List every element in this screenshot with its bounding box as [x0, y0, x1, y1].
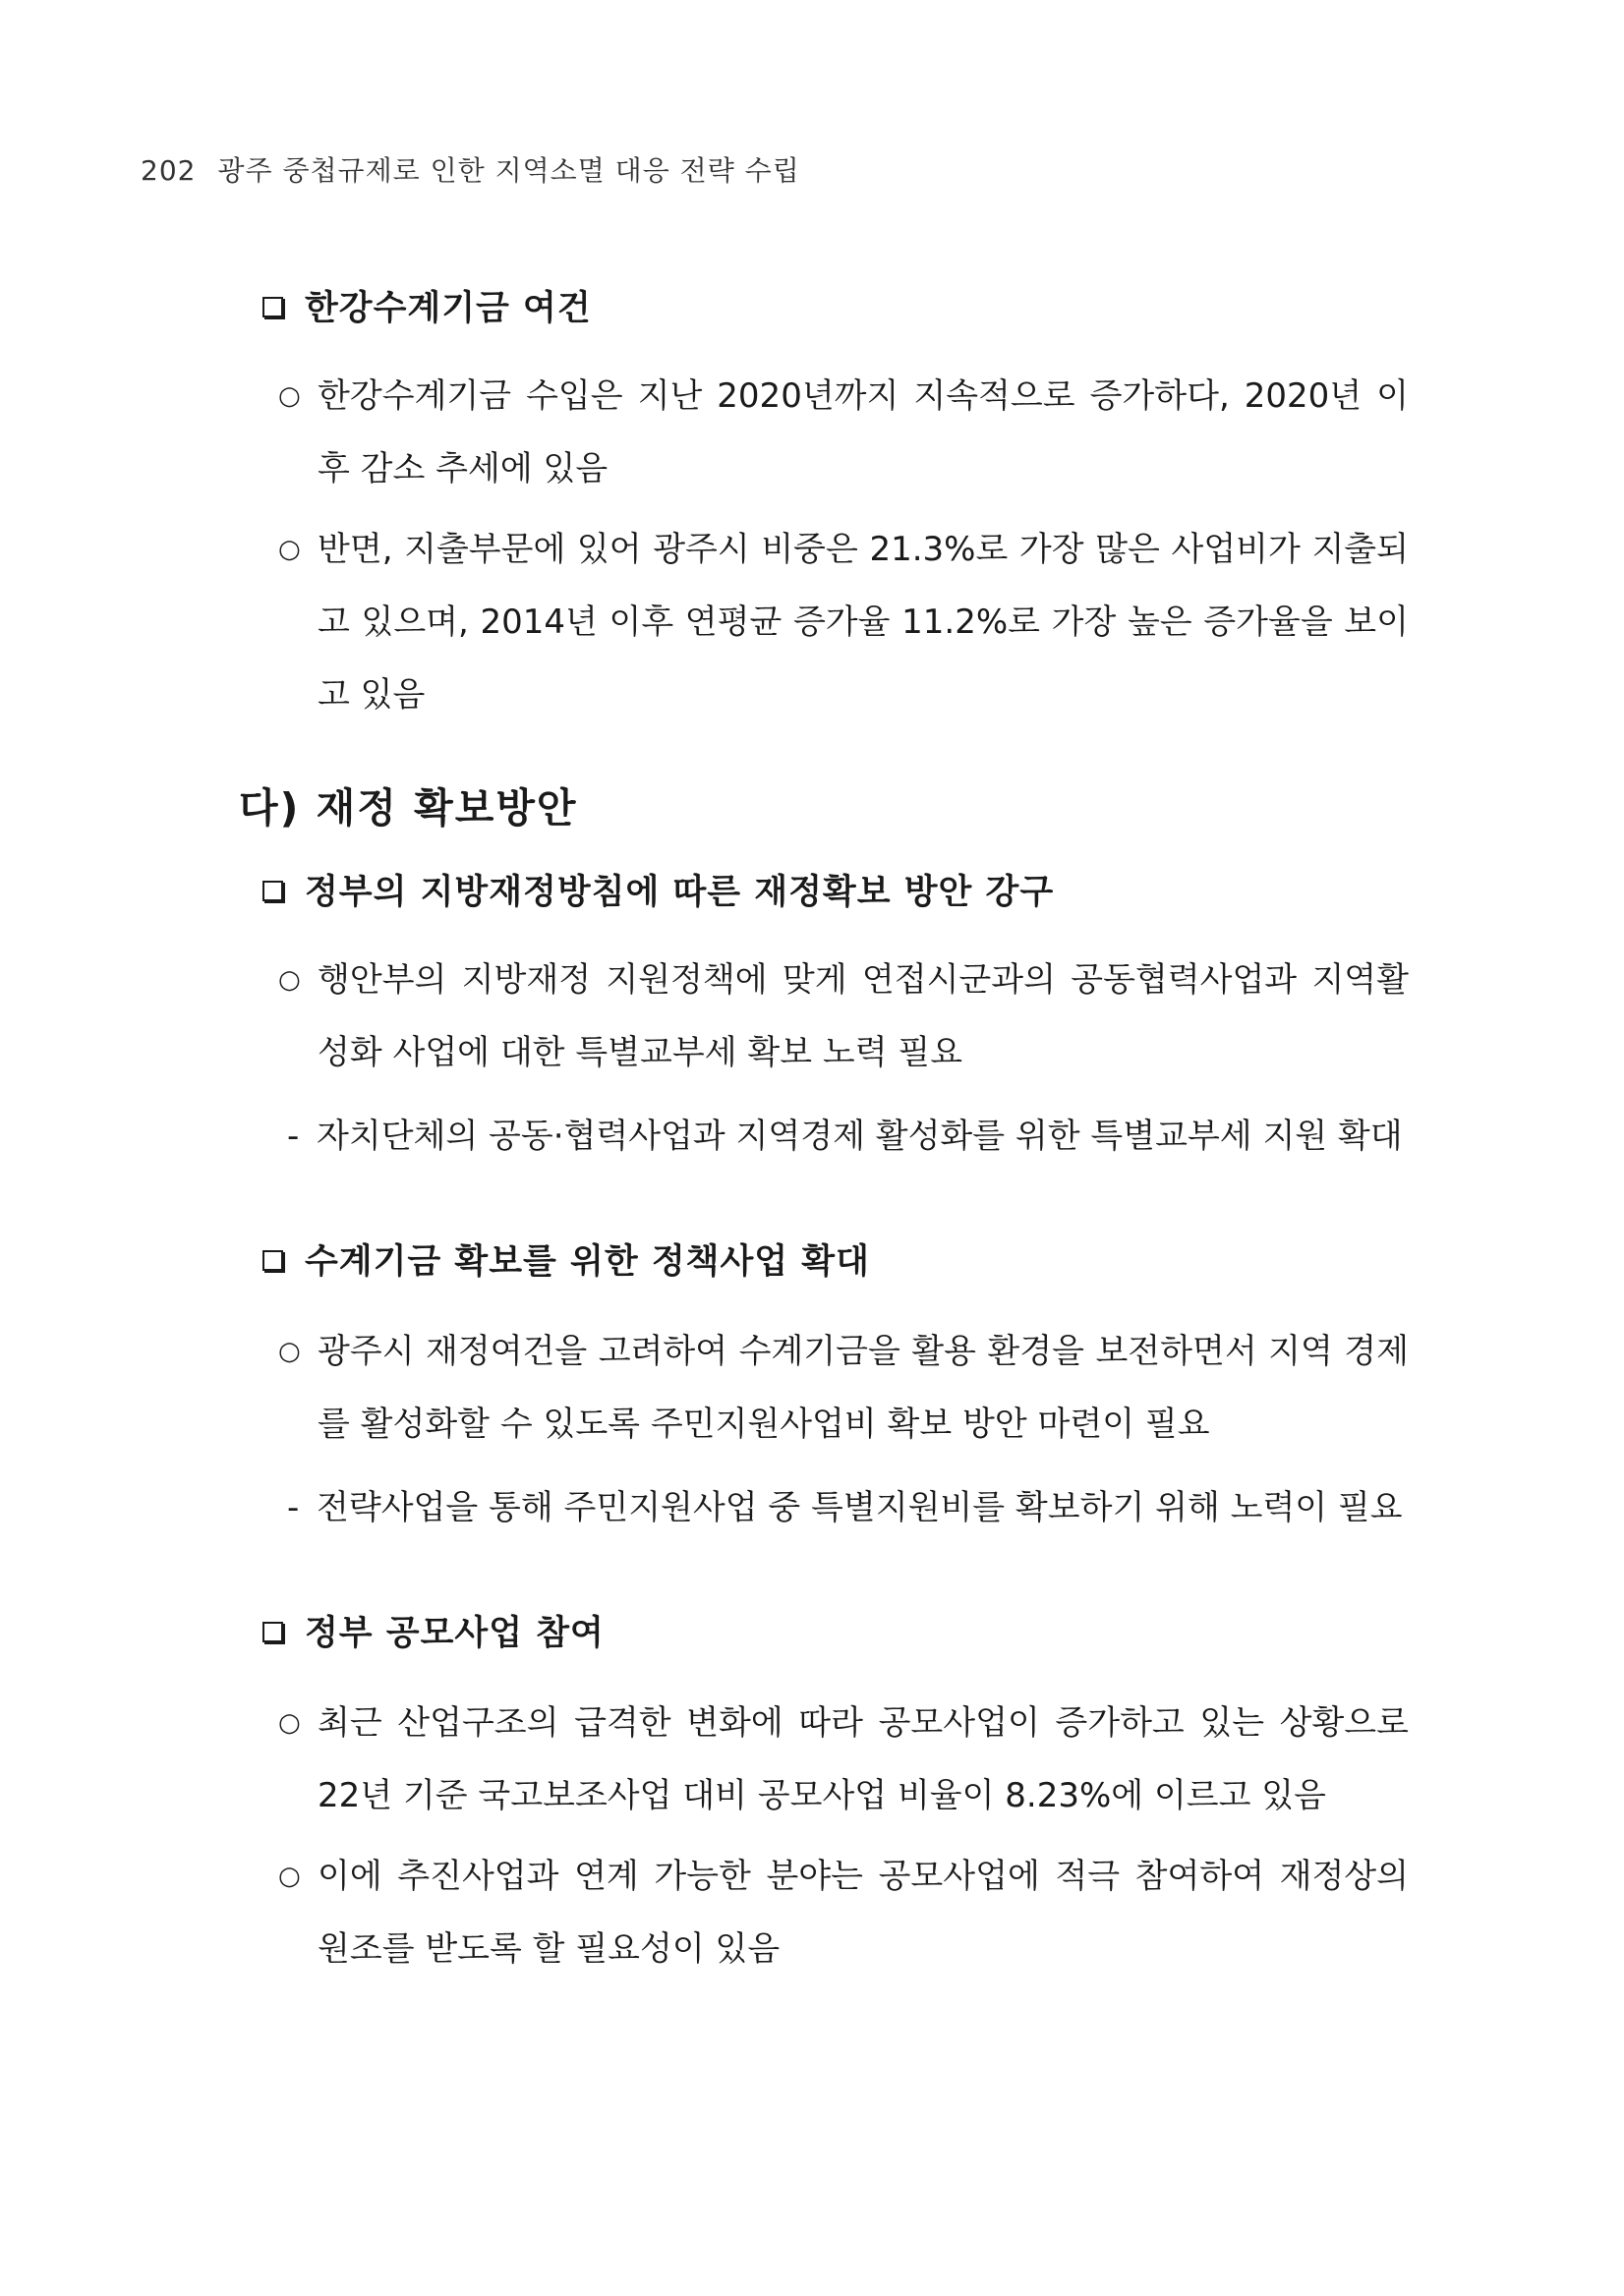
heading-fund-policy-projects	[262, 1234, 870, 1284]
heading-gov-contest-projects	[262, 1606, 605, 1655]
bullet-text: 이에 추진사업과 연계 가능한 분야는 공모사업에 적극 참여하여 재정상의 원조를 받도록 할 필요성이 있음	[318, 1857, 1409, 1969]
circle-icon: ○	[278, 1337, 301, 1366]
page-number: 202	[141, 154, 197, 187]
circle-icon: ○	[278, 381, 301, 411]
bullet-item	[278, 1840, 1409, 1985]
dash-text: 자치단체의 공동·협력사업과 지역경제 활성화를 위한 특별교부세 지원 확대	[317, 1117, 1403, 1156]
heading-text: 정부 공모사업 참여	[305, 1614, 605, 1653]
checkbox-icon	[262, 881, 283, 901]
dash-icon: -	[287, 1117, 300, 1156]
bullet-text: 반면, 지출부문에 있어 광주시 비중은 21.3%로 가장 많은 사업비가 지출되고 있으며, 2014년 이후 연평균 증가율 11.2%로 가장 높은 증가율을 보이고 있음	[318, 530, 1409, 715]
bullet-text: 최근 산업구조의 급격한 변화에 따라 공모사업이 증가하고 있는 상황으로 22년 기준 국고보조사업 대비 공모사업 비율이 8.23%에 이르고 있음	[318, 1703, 1409, 1815]
section-title: 다) 재정 확보방안	[239, 784, 578, 832]
bullet-text: 한강수계기금 수입은 지난 2020년까지 지속적으로 증가하다, 2020년 이후 감소 추세에 있음	[318, 376, 1409, 488]
heading-gov-finance-policy	[262, 865, 1054, 914]
bullet-item	[278, 1315, 1409, 1461]
bullet-text: 행안부의 지방재정 지원정책에 맞게 연접시군과의 공동협력사업과 지역활성화 사업에 대한 특별교부세 확보 노력 필요	[318, 960, 1409, 1072]
bullet-text: 광주시 재정여건을 고려하여 수계기금을 활용 환경을 보전하면서 지역 경제를 활성화할 수 있도록 주민지원사업비 확보 방안 마련이 필요	[318, 1332, 1409, 1444]
bullet-item	[278, 360, 1409, 505]
header-title: 광주 중첩규제로 인한 지역소멸 대응 전략 수립	[217, 154, 800, 187]
bullet-item	[278, 513, 1409, 731]
dash-text: 전략사업을 통해 주민지원사업 중 특별지원비를 확보하기 위해 노력이 필요	[317, 1488, 1403, 1527]
checkbox-icon	[262, 1622, 283, 1642]
bullet-item	[278, 944, 1409, 1089]
checkbox-icon	[262, 297, 283, 317]
bullet-item	[278, 1687, 1409, 1832]
dash-item	[287, 1107, 1403, 1166]
dash-item	[287, 1478, 1403, 1537]
circle-icon: ○	[278, 1708, 301, 1738]
circle-icon: ○	[278, 1862, 301, 1891]
circle-icon: ○	[278, 535, 301, 564]
checkbox-icon	[262, 1250, 283, 1271]
circle-icon: ○	[278, 965, 301, 995]
heading-text: 수계기금 확보를 위한 정책사업 확대	[305, 1242, 870, 1282]
dash-icon: -	[287, 1488, 300, 1527]
heading-hangang-fund	[262, 281, 592, 330]
heading-text: 한강수계기금 여건	[305, 289, 592, 328]
running-header	[141, 149, 800, 189]
heading-text: 정부의 지방재정방침에 따른 재정확보 방안 강구	[305, 873, 1055, 912]
